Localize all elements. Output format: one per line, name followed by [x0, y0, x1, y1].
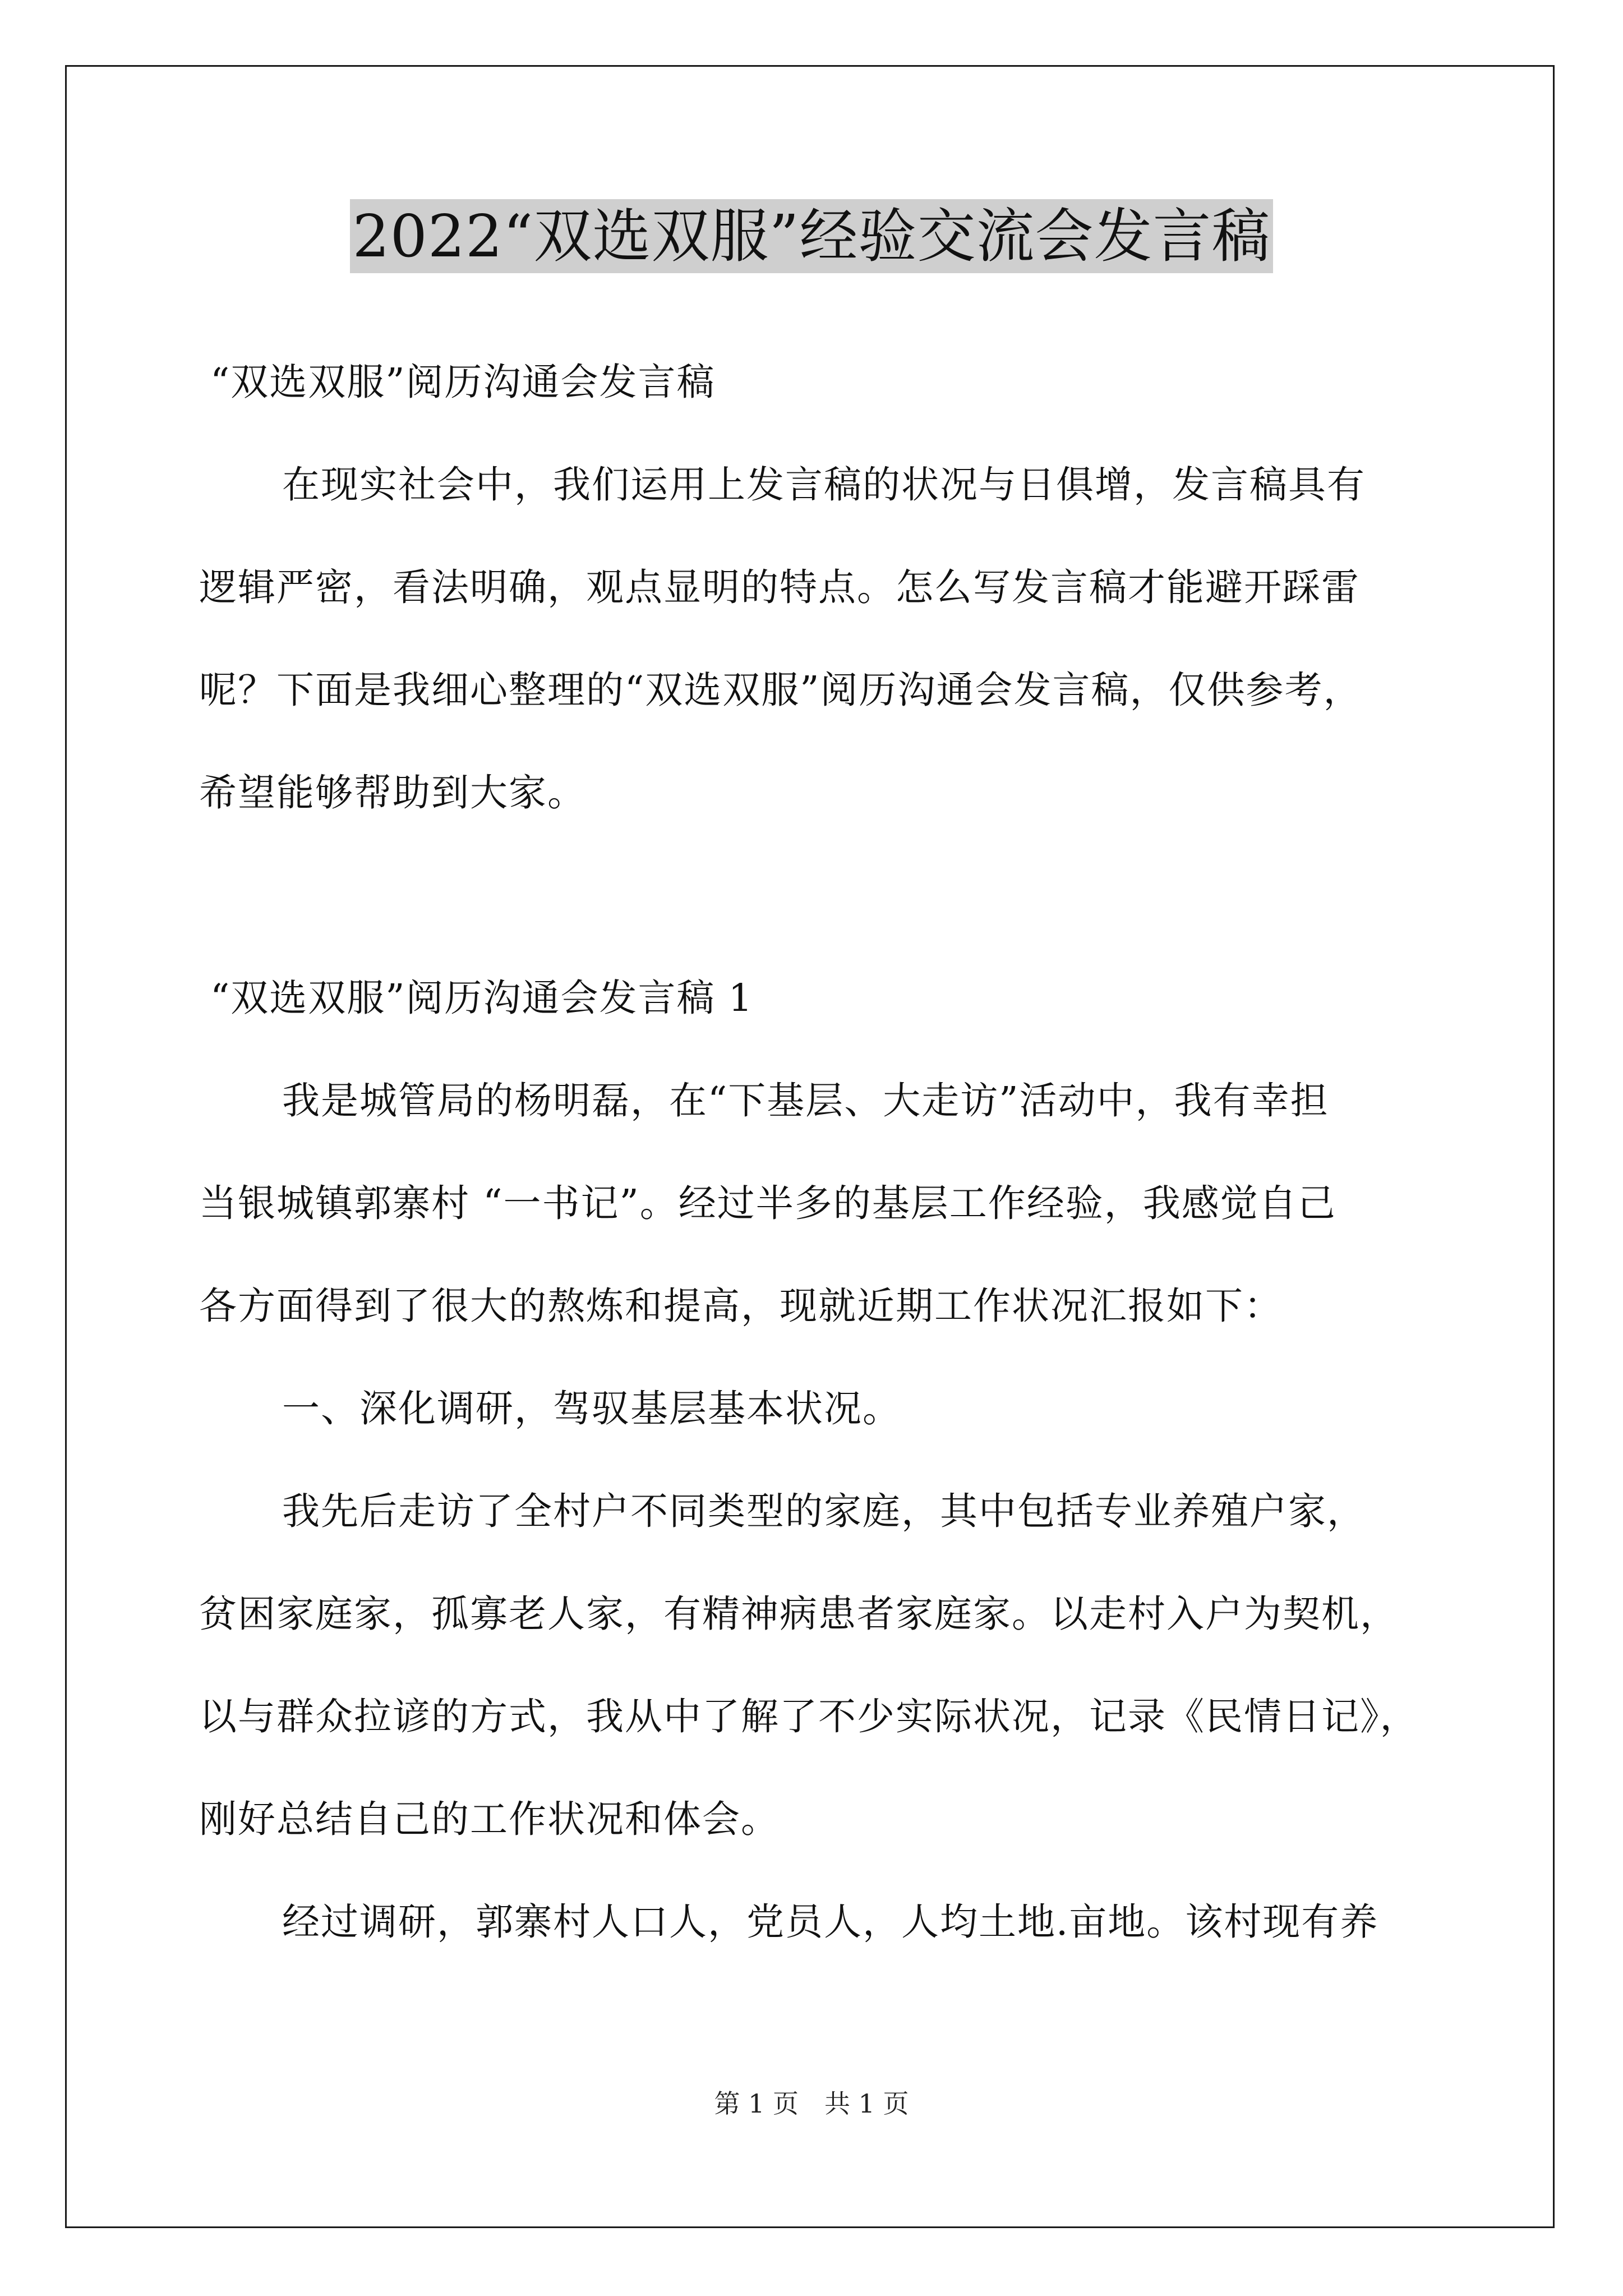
body-line-8: 刚好总结自己的工作状况和体会。 — [199, 1797, 780, 1841]
body-line-3: 各方面得到了很大的熬炼和提高，现就近期工作状况汇报如下： — [199, 1284, 1283, 1328]
body-line-9: 经过调研，郭寨村人口人，党员人，人均土地.亩地。该村现有养 — [282, 1900, 1379, 1944]
document-body — [199, 331, 1461, 1973]
intro-line-4: 希望能够帮助到大家。 — [199, 771, 586, 815]
body-line-5: 我先后走访了全村户不同类型的家庭，其中包括专业养殖户家， — [282, 1489, 1366, 1533]
intro-line-1: 在现实社会中，我们运用上发言稿的状况与日俱增，发言稿具有 — [282, 463, 1366, 507]
body-line-2: 当银城镇郭寨村 “一书记”。经过半多的基层工作经验，我感觉自己 — [199, 1181, 1336, 1225]
body-line-4: 一、深化调研，驾驭基层基本状况。 — [282, 1387, 901, 1430]
subtitle: “双选双服”阅历沟通会发言稿 — [210, 360, 716, 404]
body-line-7: 以与群众拉谚的方式，我从中了解了不少实际状况，记录《民情日记》， — [199, 1695, 1419, 1738]
section-heading: “双选双服”阅历沟通会发言稿 1 — [210, 976, 754, 1020]
title-container — [0, 199, 1623, 273]
body-line-1: 我是城管局的杨明磊，在“下基层、大走访”活动中，我有幸担 — [282, 1079, 1329, 1122]
paragraph-gap — [199, 844, 1461, 947]
body-line-6: 贫困家庭家，孤寡老人家，有精神病患者家庭家。以走村入户为契机， — [199, 1592, 1399, 1636]
intro-line-3: 呢？下面是我细心整理的“双选双服”阅历沟通会发言稿，仅供参考， — [199, 668, 1362, 712]
intro-line-2: 逻辑严密，看法明确，观点显明的特点。怎么写发言稿才能避开踩雷 — [199, 565, 1360, 609]
page-footer: 第 1 页 共 1 页 — [714, 2088, 909, 2119]
document-title: 2022“双选双服”经验交流会发言稿 — [350, 199, 1272, 273]
